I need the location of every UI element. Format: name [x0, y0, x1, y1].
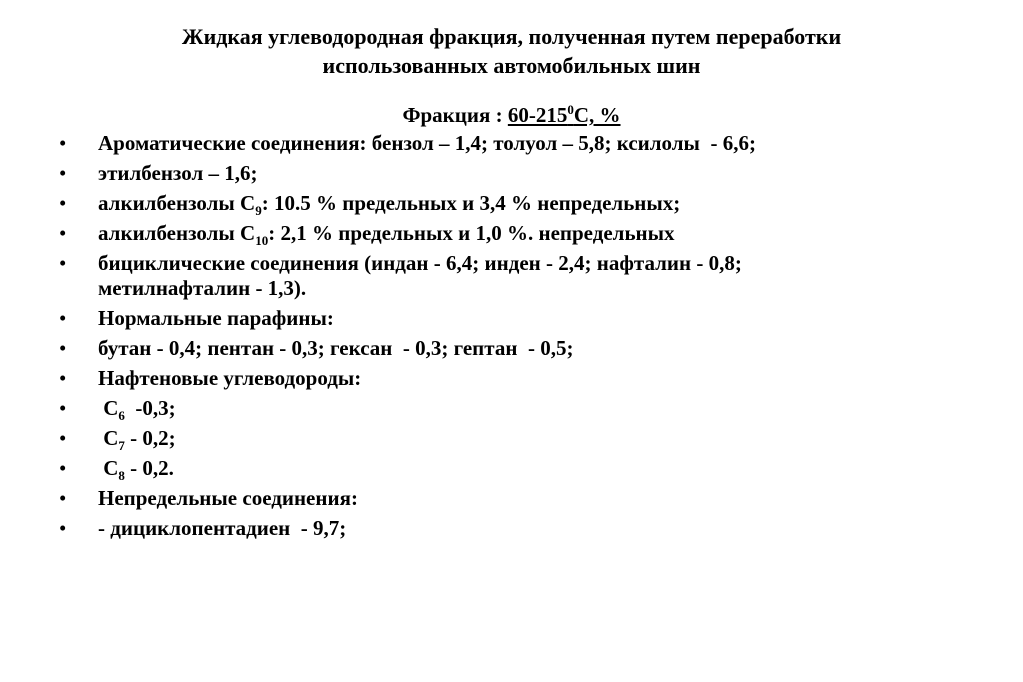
list-item — [0, 251, 1023, 301]
list-item-text — [98, 456, 174, 481]
subscript: 7 — [118, 438, 125, 453]
bullet-icon: • — [59, 251, 67, 275]
list-item-text — [98, 396, 176, 421]
text-run: С — [98, 426, 119, 450]
text-run: этилбензол – 1,6; — [98, 161, 258, 185]
text-run: бициклические соединения (индан - 6,4; инден - 2,4; нафталин - 0,8; — [98, 251, 742, 275]
subscript: 8 — [118, 468, 125, 483]
composition-list — [0, 131, 1023, 546]
text-run: - 0,2; — [124, 426, 176, 450]
fraction-range — [508, 103, 621, 127]
text-run: С — [98, 456, 119, 480]
bullet-icon: • — [59, 486, 67, 510]
list-item-text — [98, 516, 346, 541]
text-run: -0,3; — [124, 396, 176, 420]
subscript: 10 — [255, 233, 269, 248]
list-item — [0, 516, 1023, 541]
subscript: 9 — [255, 203, 262, 218]
list-item — [0, 366, 1023, 391]
text-run: С — [98, 396, 119, 420]
list-item-text — [98, 366, 361, 391]
text-run: Ароматические соединения: бензол – 1,4; толуол – 5,8; ксилолы - 6,6; — [98, 131, 756, 155]
list-item — [0, 221, 1023, 246]
list-item — [0, 456, 1023, 481]
list-item-text — [98, 221, 675, 246]
list-item-text — [98, 191, 680, 216]
bullet-icon: • — [59, 366, 67, 390]
bullet-icon: • — [59, 131, 67, 155]
text-run: Нормальные парафины: — [98, 306, 334, 330]
list-item — [0, 191, 1023, 216]
fraction-heading — [0, 101, 1023, 129]
text-run: : 2,1 % предельных и 1,0 %. непредельных — [268, 221, 675, 245]
text-run: бутан - 0,4; пентан - 0,3; гексан - 0,3; гептан - 0,5; — [98, 336, 574, 360]
list-item-text — [98, 306, 334, 331]
title-line-2: использованных автомобильных шин — [322, 53, 701, 78]
text-run: Непредельные соединения: — [98, 486, 358, 510]
list-item-text — [98, 486, 358, 511]
list-item-text — [98, 161, 257, 186]
list-item — [0, 131, 1023, 156]
text-run: алкилбензолы С — [98, 221, 256, 245]
text-run: - 0,2. — [124, 456, 174, 480]
list-item — [0, 486, 1023, 511]
bullet-icon: • — [59, 306, 67, 330]
list-item — [0, 336, 1023, 361]
degree-superscript: 0 — [567, 102, 574, 117]
list-item-text — [98, 336, 573, 361]
bullet-icon: • — [59, 456, 67, 480]
title-line-1: Жидкая углеводородная фракция, полученная путем переработки — [181, 24, 842, 49]
text-run: : 10.5 % предельных и 3,4 % непредельных; — [261, 191, 681, 215]
fraction-range-value: 60-215 — [507, 103, 568, 127]
list-item-text — [98, 131, 756, 156]
text-run: - дициклопентадиен - 9,7; — [98, 516, 347, 540]
fraction-unit: С, % — [573, 103, 621, 127]
list-item — [0, 396, 1023, 421]
text-run: алкилбензолы С — [98, 191, 256, 215]
list-item — [0, 426, 1023, 451]
bullet-icon: • — [59, 191, 67, 215]
list-item — [0, 306, 1023, 331]
bullet-icon: • — [59, 336, 67, 360]
subscript: 6 — [118, 408, 125, 423]
fraction-prefix: Фракция : — [402, 103, 508, 127]
text-run: Нафтеновые углеводороды: — [98, 366, 362, 390]
slide-title — [0, 22, 1023, 80]
list-item-text — [98, 426, 176, 451]
bullet-icon: • — [59, 426, 67, 450]
bullet-icon: • — [59, 396, 67, 420]
list-item-text — [98, 251, 742, 301]
bullet-icon: • — [59, 161, 67, 185]
bullet-icon: • — [59, 516, 67, 540]
bullet-icon: • — [59, 221, 67, 245]
text-run: метилнафталин - 1,3). — [98, 276, 307, 300]
list-item — [0, 161, 1023, 186]
